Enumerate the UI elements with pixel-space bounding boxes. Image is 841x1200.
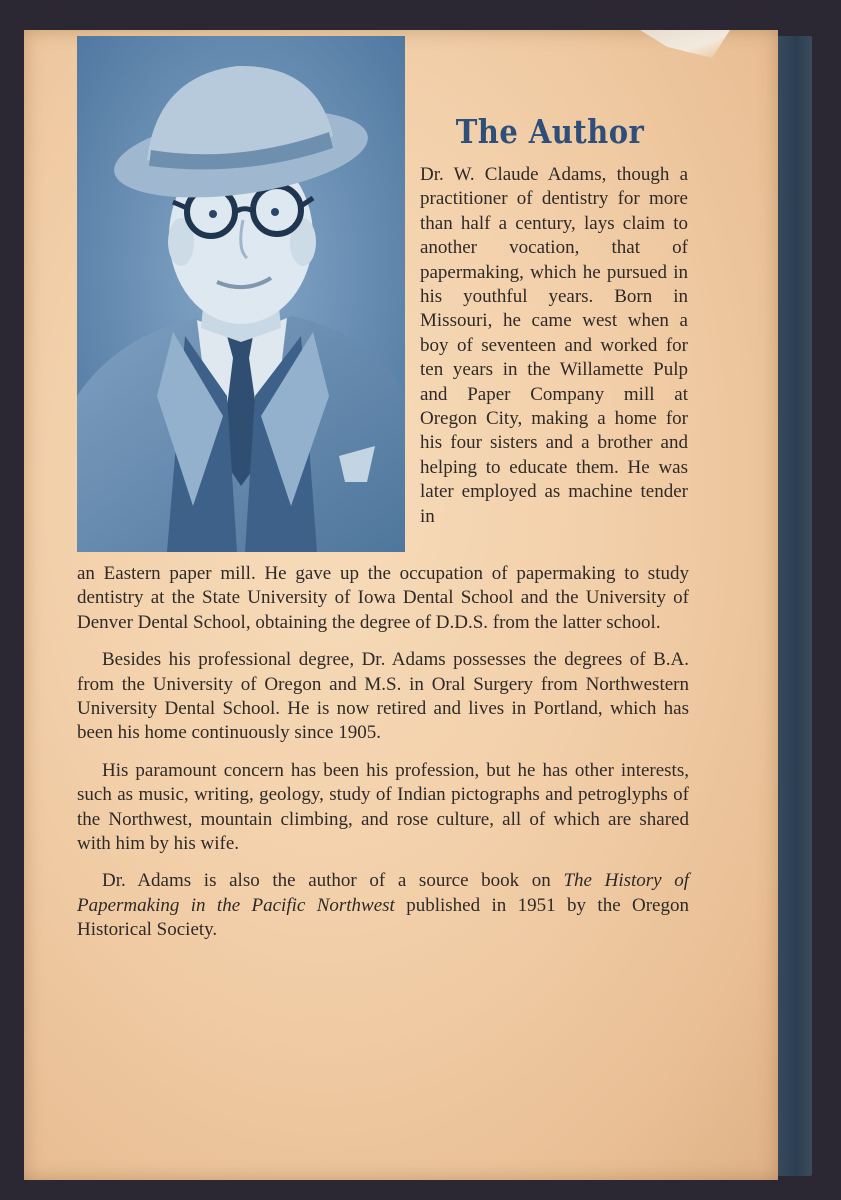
- bio-paragraph-3: His paramount concern has been his profession, but he has other interests, such as music, writing, geology, study of Indian pictographs and petroglyphs of the Northwest, mountain climbing, and rose culture, all of which are shared with him by his wife.: [77, 759, 689, 855]
- bio-paragraph-1-narrow: [420, 163, 688, 529]
- author-portrait-photo: [77, 36, 405, 552]
- section-heading: The Author: [455, 112, 645, 151]
- bio-text: Dr. W. Claude Adams, though a practitioner of dentistry for more than half a century, lays claim to another vocation, that of papermaking, which he pursued in his youthful years. Born in Missouri, he came west when a boy of seventeen and worked for ten years in the Willamette Pulp and Paper Company mill at Oregon City, making a home for his four sisters and a brother and helping to educate them. He was later employed as machine tender in: [420, 164, 688, 527]
- bio-paragraph-1-continued: an Eastern paper mill. He gave up the occupation of papermaking to study dentistry at the State University of Iowa Dental School and the University of Denver Dental School, obtaining the degree of D.D.S. from the latter school.: [77, 563, 689, 633]
- author-portrait-illustration: [77, 36, 405, 552]
- bio-text: Dr. Adams is also the author of a source book on: [102, 870, 564, 892]
- book-spine-edge: [772, 36, 812, 1176]
- bio-body: [77, 562, 689, 956]
- bio-paragraph-2: Besides his professional degree, Dr. Adams possesses the degrees of B.A. from the University of Oregon and M.S. in Oral Surgery from Northwestern University Dental School. He is now retired and lives in Portland, which has been his home continuously since 1905.: [77, 649, 689, 744]
- bio-paragraph-4: [77, 869, 689, 942]
- book-title: The History of Papermaking in the Pacific Northwest: [77, 870, 690, 916]
- bio-text: published in 1951 by the Oregon Historical Society.: [77, 894, 689, 941]
